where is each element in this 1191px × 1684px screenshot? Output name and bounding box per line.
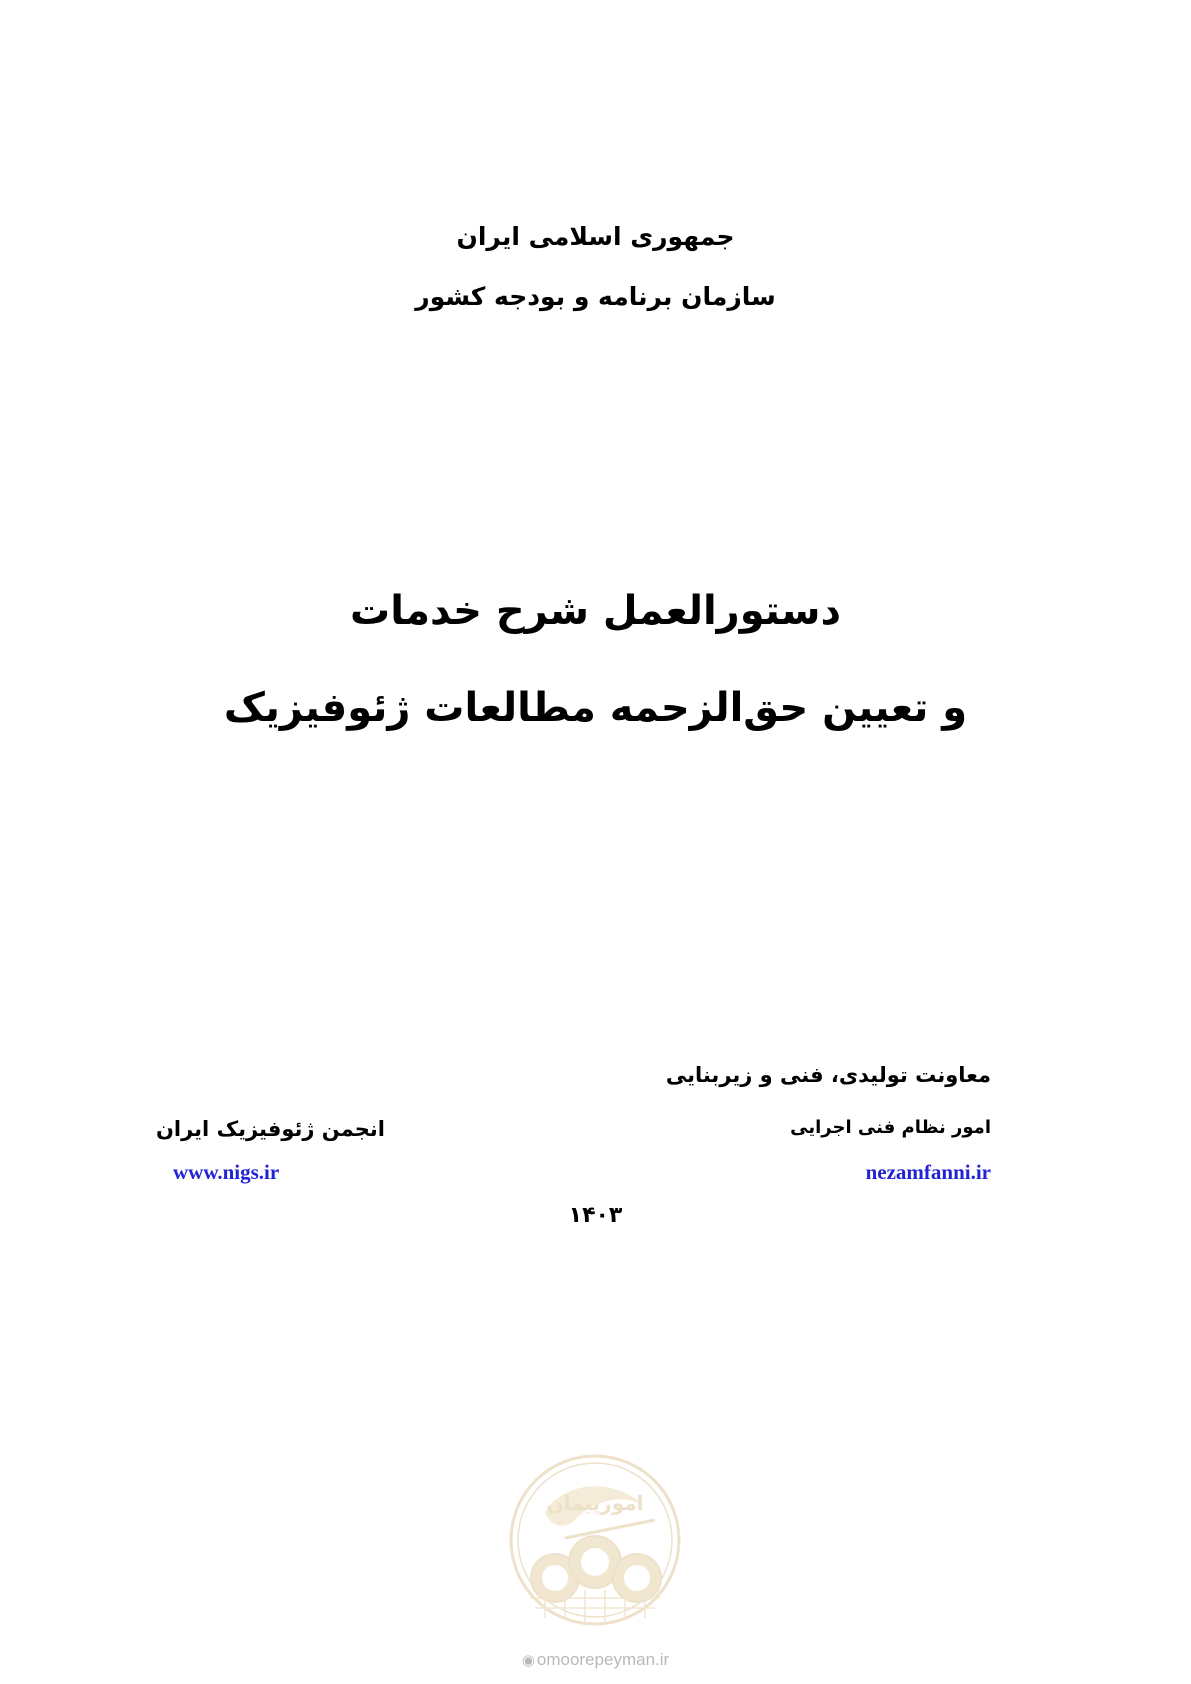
publication-year: ۱۴۰۳	[568, 1203, 623, 1228]
department-name: امور نظام فنی اجرایی	[790, 1117, 991, 1138]
society-name: انجمن ژئوفیزیک ایران	[155, 1117, 385, 1141]
country-name: جمهوری اسلامی ایران	[456, 222, 735, 251]
watermark-site: omoorepeyman.ir	[536, 1650, 670, 1669]
organization-name: سازمان برنامه و بودجه کشور	[415, 282, 776, 311]
watermark-url	[0, 1650, 1191, 1670]
document-title-line-2: و تعیین حق‌الزحمه مطالعات ژئوفیزیک	[223, 685, 968, 731]
deputy-name: معاونت تولیدی، فنی و زیربنایی	[665, 1063, 991, 1087]
watermark-logo	[505, 1450, 685, 1630]
globe-icon: ◉	[521, 1652, 535, 1669]
watermark-logo-text: امورپیمان	[546, 1491, 644, 1515]
document-title-line-1: دستورالعمل شرح خدمات	[350, 588, 841, 634]
society-website-link[interactable]: www.nigs.ir	[173, 1160, 280, 1184]
department-website-link[interactable]: nezamfanni.ir	[865, 1160, 991, 1184]
